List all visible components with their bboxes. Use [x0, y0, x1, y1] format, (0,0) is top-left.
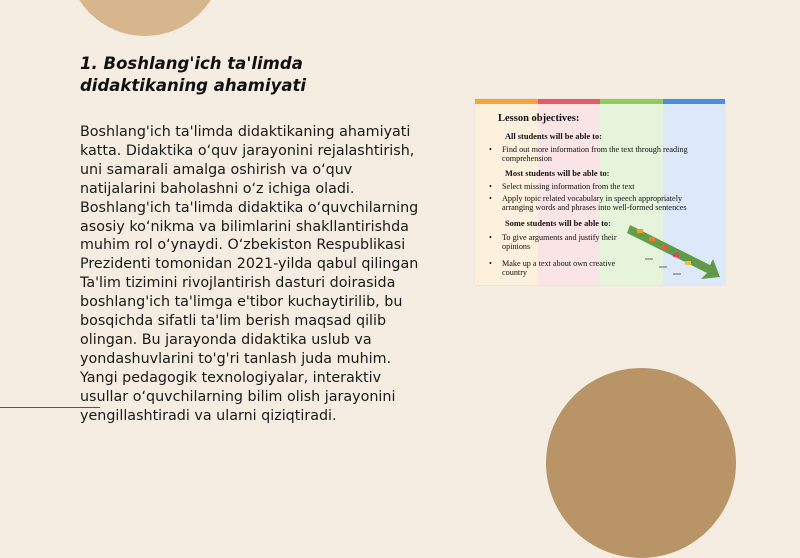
bullet: •: [489, 194, 492, 203]
heading-line-2: didaktikaning ahamiyati: [80, 76, 307, 95]
body-paragraph: Boshlang'ich ta'limda didaktikaning ahamiyati katta. Didaktika o‘quv jarayonini rejalashtirish, uni samarali amalga oshirish va o‘quv natijalarini baholashni o‘z ichiga oladi. Boshlang'ich ta'limda didaktika o‘quvchilarning asosiy ko‘nikma va bilimlarini shakllantirishda muhim rol o‘ynaydi. O‘zbekiston Respublikasi Prezidenti tomonidan 2021-yilda qabul qilingan Ta'lim tizimini rivojlantirish dasturi doirasida boshlang'ich ta'limga e'tibor kuchaytirilib, bu bosqichda sifatli ta'lim berish maqsad qilib olingan. Bu jarayonda didaktika uslub va yondashuvlarini to'g'ri tanlash juda muhim. Yangi pedagogik texnologiyalar, interaktiv usullar o‘quvchilarning bilim olish jarayonini yengillashtiradi va ularni qiziqtiradi.: [80, 124, 419, 424]
objective-item: [489, 259, 639, 278]
objective-item: [489, 194, 714, 213]
decorative-circle-top: [67, 0, 223, 36]
bullet: •: [489, 145, 492, 154]
objective-text: Find out more information from the text through reading comprehension: [502, 145, 688, 164]
decorative-circle-bottom: [546, 368, 736, 558]
section-all-heading: All students will be able to:: [505, 132, 603, 141]
objective-item: [489, 145, 714, 164]
section-heading: [80, 53, 400, 97]
objective-text: Make up a text about own creative country: [502, 259, 616, 278]
bullet: •: [489, 259, 492, 268]
lesson-objectives-slide: [475, 99, 725, 285]
objective-text: Select missing information from the text: [502, 182, 635, 191]
section-some-heading: Some students will be able to:: [505, 219, 611, 228]
bullet: •: [489, 233, 492, 242]
slide-title: Lesson objectives:: [498, 113, 580, 124]
objective-text: Apply topic related vocabulary in speech appropriately arranging words and phrases into well-formed sentences: [502, 194, 687, 213]
bullet: •: [489, 182, 492, 191]
objective-item: [489, 182, 714, 191]
objective-item: [489, 233, 639, 252]
heading-line-1: 1. Boshlang'ich ta'limda: [80, 54, 303, 73]
section-most-heading: Most students will be able to:: [505, 169, 610, 178]
objective-text: To give arguments and justify their opinions: [502, 233, 617, 252]
slide-content: [475, 99, 725, 285]
